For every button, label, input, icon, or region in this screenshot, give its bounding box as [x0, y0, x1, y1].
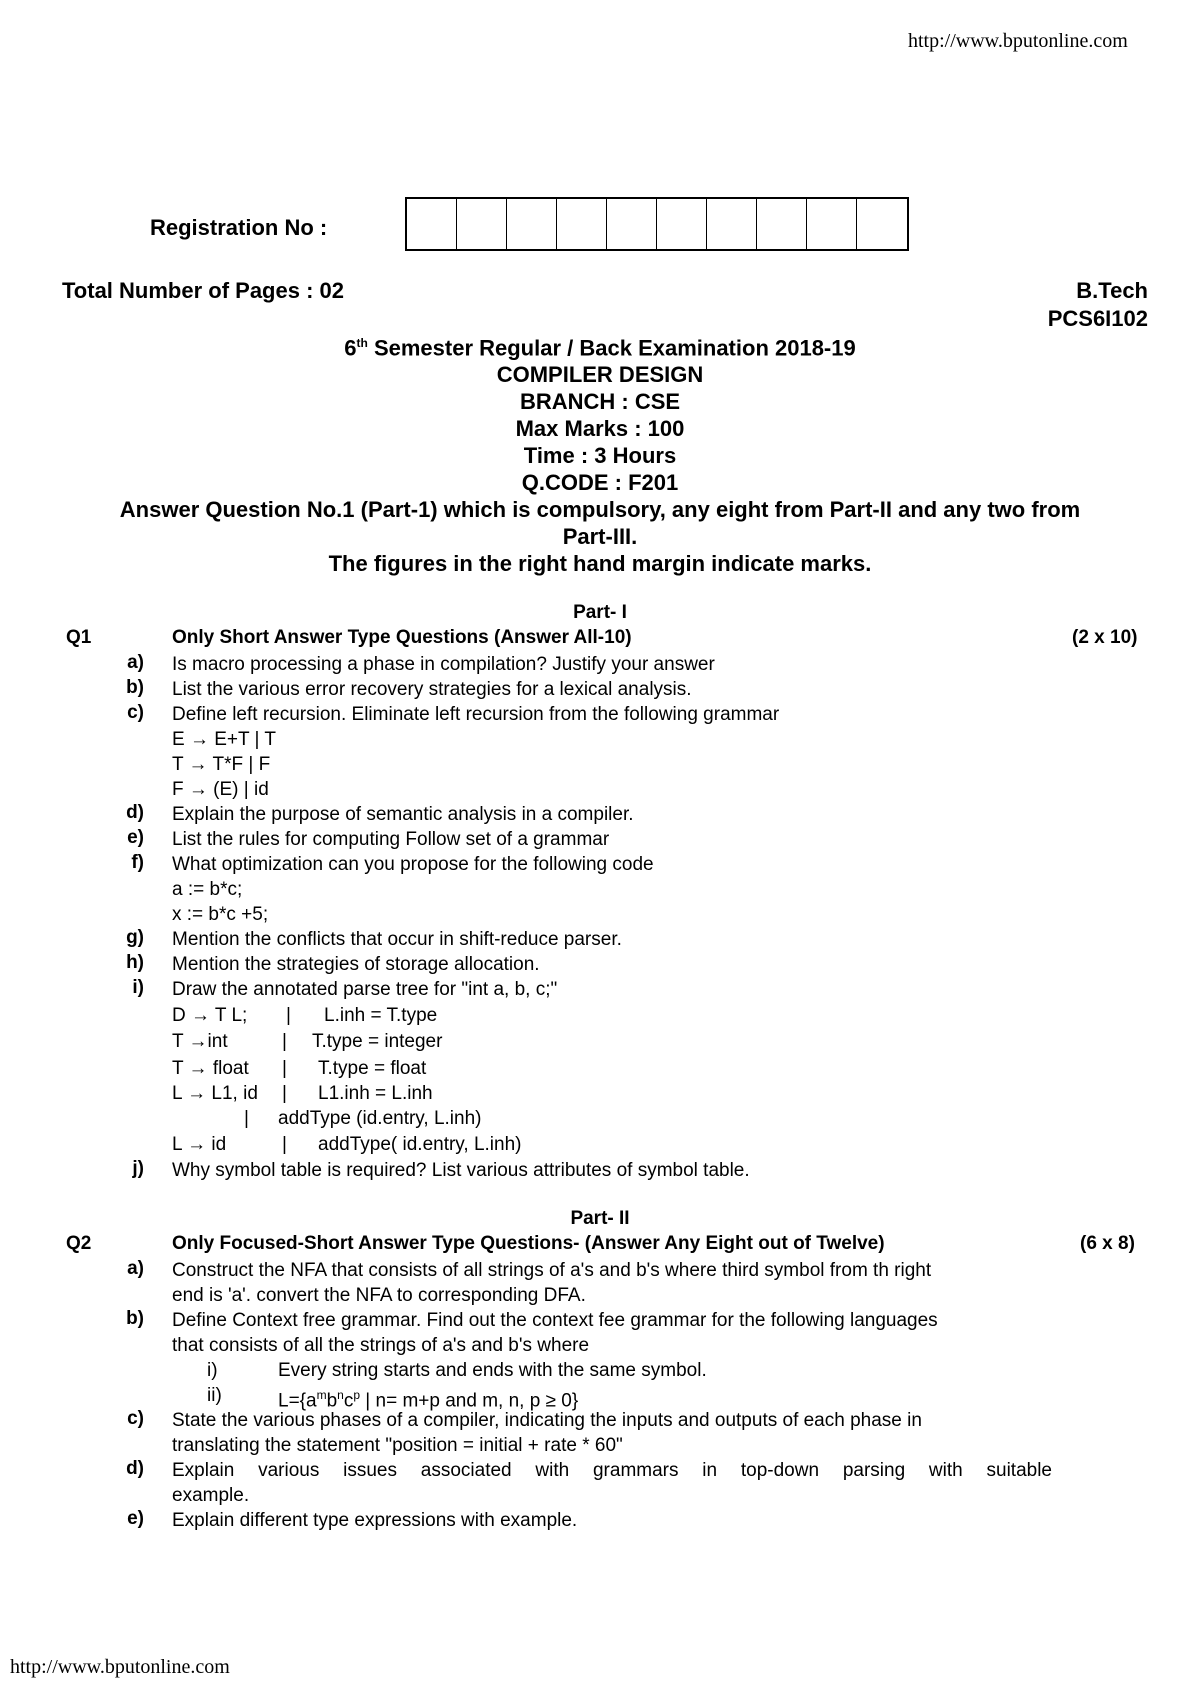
- part2-heading: Part- II: [570, 1208, 630, 1229]
- question-text: Define Context free grammar. Find out the context fee grammar for the following languages: [172, 1310, 938, 1331]
- sub-question-text: $L=\{a^mb^nc^p$ | n= m+p and m, n, p ≥ 0}: [278, 1388, 579, 1412]
- time: Time : 3 Hours: [523, 443, 677, 469]
- semantic-rule: addType( id.entry, L.inh): [318, 1134, 522, 1155]
- question-text: List the various error recovery strategies for a lexical analysis.: [172, 679, 692, 700]
- code-line: x := b*c +5;: [172, 904, 269, 925]
- item-label: j): [132, 1158, 144, 1179]
- semantic-rule: T.type = float: [318, 1058, 427, 1079]
- question-text: Mention the conflicts that occur in shift-reduce parser.: [172, 929, 622, 950]
- item-label: a): [127, 652, 144, 673]
- reg-box[interactable]: [507, 199, 557, 249]
- production: T →int: [172, 1031, 228, 1052]
- grammar-line: T → T*F | F: [172, 754, 271, 775]
- production: D → T L;: [172, 1005, 248, 1026]
- reg-box[interactable]: [407, 199, 457, 249]
- item-label: i): [132, 977, 144, 998]
- instruction: The figures in the right hand margin indicate marks.: [328, 551, 872, 577]
- rule-separator: |: [282, 1134, 287, 1155]
- top-url: http://www.bputonline.com: [908, 30, 1128, 52]
- registration-boxes[interactable]: [405, 197, 909, 251]
- question-text: What optimization can you propose for the following code: [172, 854, 654, 875]
- q2-number: Q2: [66, 1233, 92, 1254]
- question-text: Draw the annotated parse tree for "int a, b, c;": [172, 979, 558, 1000]
- semantic-rule: L.inh = T.type: [324, 1005, 438, 1026]
- item-label: b): [126, 677, 144, 698]
- q1-marks: (2 x 10): [1072, 627, 1138, 648]
- question-text: Explain various issues associated with grammars in top-down parsing with suitable: [172, 1460, 1052, 1481]
- reg-box[interactable]: [607, 199, 657, 249]
- question-text: Define left recursion. Eliminate left recursion from the following grammar: [172, 704, 780, 725]
- paper-code: PCS6I102: [1047, 306, 1148, 331]
- reg-box[interactable]: [457, 199, 507, 249]
- item-label: a): [127, 1258, 144, 1279]
- sub-item-label: i): [207, 1360, 218, 1381]
- semantic-rule: L1.inh = L.inh: [318, 1083, 433, 1104]
- qcode: Q.CODE : F201: [521, 470, 679, 496]
- exam-header: [60, 330, 1140, 577]
- question-text: State the various phases of a compiler, indicating the inputs and outputs of each phase in: [172, 1410, 922, 1431]
- question-text: Why symbol table is required? List various attributes of symbol table.: [172, 1160, 750, 1181]
- reg-box[interactable]: [707, 199, 757, 249]
- question-text: List the rules for computing Follow set of a grammar: [172, 829, 610, 850]
- item-label: c): [127, 1408, 144, 1429]
- item-label: h): [126, 952, 144, 973]
- item-label: g): [126, 927, 144, 948]
- part1-heading: Part- I: [573, 602, 627, 623]
- production: L → id: [172, 1134, 227, 1155]
- bottom-url: http://www.bputonline.com: [10, 1656, 230, 1678]
- question-text: Mention the strategies of storage allocation.: [172, 954, 540, 975]
- question-text: translating the statement "position = initial + rate * 60": [172, 1435, 623, 1456]
- item-label: d): [126, 802, 144, 823]
- question-text: end is 'a'. convert the NFA to corresponding DFA.: [172, 1285, 586, 1306]
- question-text: example.: [172, 1485, 250, 1506]
- question-text: Construct the NFA that consists of all strings of a's and b's where third symbol from th right: [172, 1260, 932, 1281]
- item-label: e): [127, 827, 144, 848]
- reg-box[interactable]: [557, 199, 607, 249]
- registration-label: Registration No :: [150, 215, 328, 240]
- item-label: b): [126, 1308, 144, 1329]
- question-text: Is macro processing a phase in compilation? Justify your answer: [172, 654, 715, 675]
- item-label: f): [131, 852, 144, 873]
- reg-box[interactable]: [857, 199, 907, 249]
- reg-box[interactable]: [757, 199, 807, 249]
- reg-box[interactable]: [807, 199, 857, 249]
- question-text: Explain different type expressions with example.: [172, 1510, 578, 1531]
- rule-separator: |: [282, 1031, 287, 1052]
- item-label: e): [127, 1508, 144, 1529]
- rule-separator: |: [282, 1083, 287, 1104]
- q1-title: Only Short Answer Type Questions (Answer All-10): [172, 627, 632, 648]
- sub-item-label: ii): [207, 1385, 222, 1406]
- rule-separator: |: [286, 1005, 291, 1026]
- semantic-rule: addType (id.entry, L.inh): [278, 1108, 482, 1129]
- reg-box[interactable]: [657, 199, 707, 249]
- rule-separator: |: [244, 1108, 249, 1129]
- branch: BRANCH : CSE: [519, 389, 681, 415]
- instruction: Part-III.: [562, 524, 638, 550]
- grammar-line: F → (E) | id: [172, 779, 269, 800]
- max-marks: Max Marks : 100: [515, 416, 685, 442]
- instruction: Answer Question No.1 (Part-1) which is compulsory, any eight from Part-II and any two from: [119, 497, 1081, 523]
- q1-number: Q1: [66, 627, 92, 648]
- production: T → float: [172, 1058, 249, 1079]
- sub-question-text: Every string starts and ends with the same symbol.: [278, 1360, 707, 1381]
- question-text: that consists of all the strings of a's and b's where: [172, 1335, 590, 1356]
- item-label: c): [127, 702, 144, 723]
- production: L → L1, id: [172, 1083, 258, 1104]
- semantic-rule: T.type = integer: [312, 1031, 443, 1052]
- exam-title: 6th Semester Regular / Back Examination 2018-19: [344, 335, 856, 361]
- course: B.Tech: [1076, 278, 1148, 303]
- rule-separator: |: [282, 1058, 287, 1079]
- subject: COMPILER DESIGN: [496, 362, 704, 388]
- q2-title: Only Focused-Short Answer Type Questions- (Answer Any Eight out of Twelve): [172, 1233, 885, 1254]
- code-line: a := b*c;: [172, 879, 243, 900]
- item-label: d): [126, 1458, 144, 1479]
- grammar-line: E → E+T | T: [172, 729, 277, 750]
- total-pages: Total Number of Pages : 02: [62, 278, 344, 303]
- question-text: Explain the purpose of semantic analysis in a compiler.: [172, 804, 634, 825]
- q2-marks: (6 x 8): [1080, 1233, 1135, 1254]
